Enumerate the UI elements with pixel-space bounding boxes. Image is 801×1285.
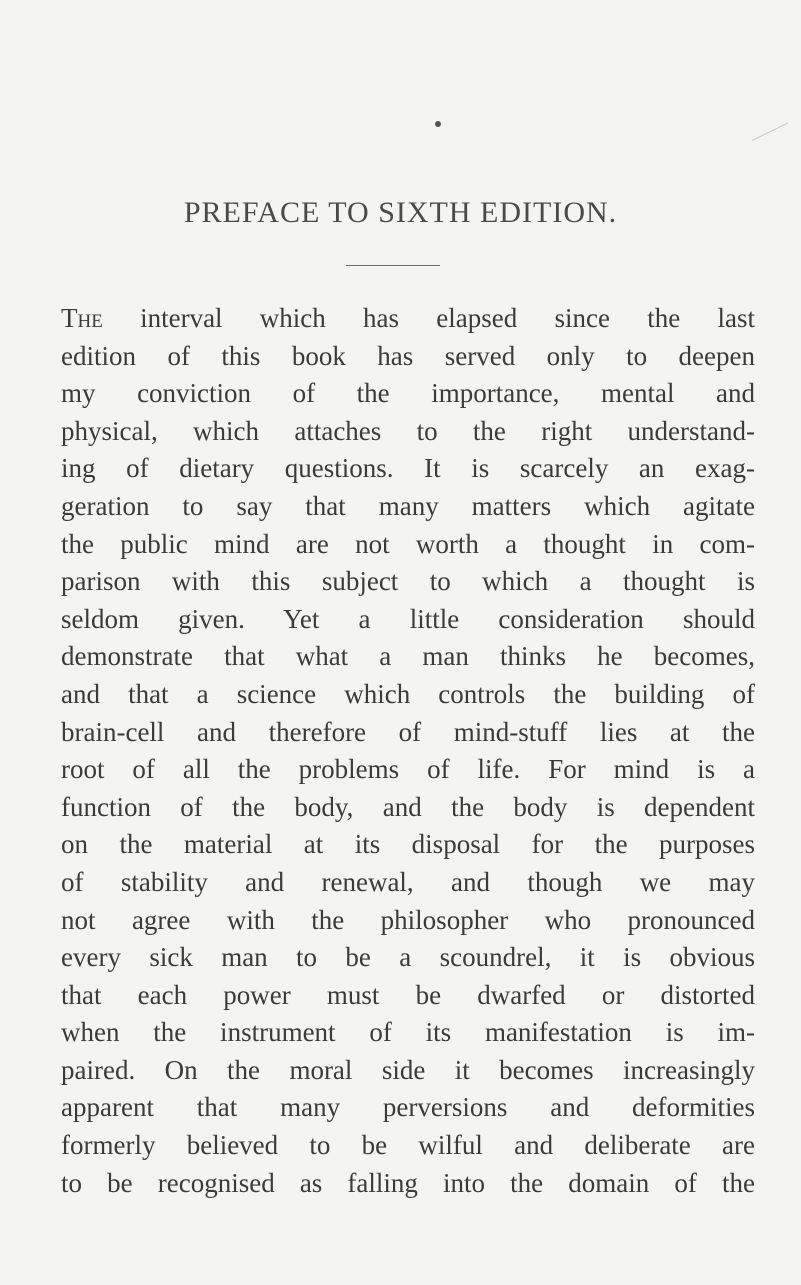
text-line: apparent that many perversions and deformities [61, 1092, 755, 1123]
text-line: demonstrate that what a man thinks he becomes, [61, 641, 755, 672]
text-line: seldom given. Yet a little consideration should [61, 603, 755, 634]
text-line: physical, which attaches to the right understand- [61, 415, 755, 446]
text-line: root of all the problems of life. For mind is a [61, 754, 755, 785]
text-line: on the material at its disposal for the purposes [61, 829, 755, 860]
lead-word: The [61, 303, 103, 333]
text-line: that each power must be dwarfed or distorted [61, 979, 755, 1010]
text-line: my conviction of the importance, mental and [61, 378, 755, 409]
title-rule [346, 265, 440, 266]
text-line: paired. On the moral side it becomes increasingly [61, 1054, 755, 1085]
text-line: when the instrument of its manifestation is im- [61, 1017, 755, 1048]
text-line: parison with this subject to which a thought is [61, 566, 755, 597]
page-title: PREFACE TO SIXTH EDITION. [183, 196, 618, 229]
text-line: and that a science which controls the building of [61, 678, 755, 709]
text-line-rest: interval which has elapsed since the last [102, 303, 755, 333]
text-line: to be recognised as falling into the domain of the [61, 1167, 755, 1198]
text-line: of stability and renewal, and though we may [61, 866, 755, 897]
text-line: edition of this book has served only to deepen [61, 340, 755, 371]
text-line: formerly believed to be wilful and deliberate are [61, 1130, 755, 1161]
preface-paragraph [61, 300, 755, 1202]
text-line: geration to say that many matters which agitate [61, 490, 755, 521]
ink-speck [435, 121, 441, 127]
text-line: every sick man to be a scoundrel, it is obvious [61, 942, 755, 973]
text-line: brain-cell and therefore of mind-stuff lies at the [61, 716, 755, 747]
text-line: ing of dietary questions. It is scarcely an exag- [61, 453, 755, 484]
text-line [61, 300, 755, 338]
text-line: the public mind are not worth a thought in com- [61, 528, 755, 559]
text-line: function of the body, and the body is dependent [61, 791, 755, 822]
text-line: not agree with the philosopher who pronounced [61, 904, 755, 935]
paper-crease-mark [752, 123, 788, 141]
